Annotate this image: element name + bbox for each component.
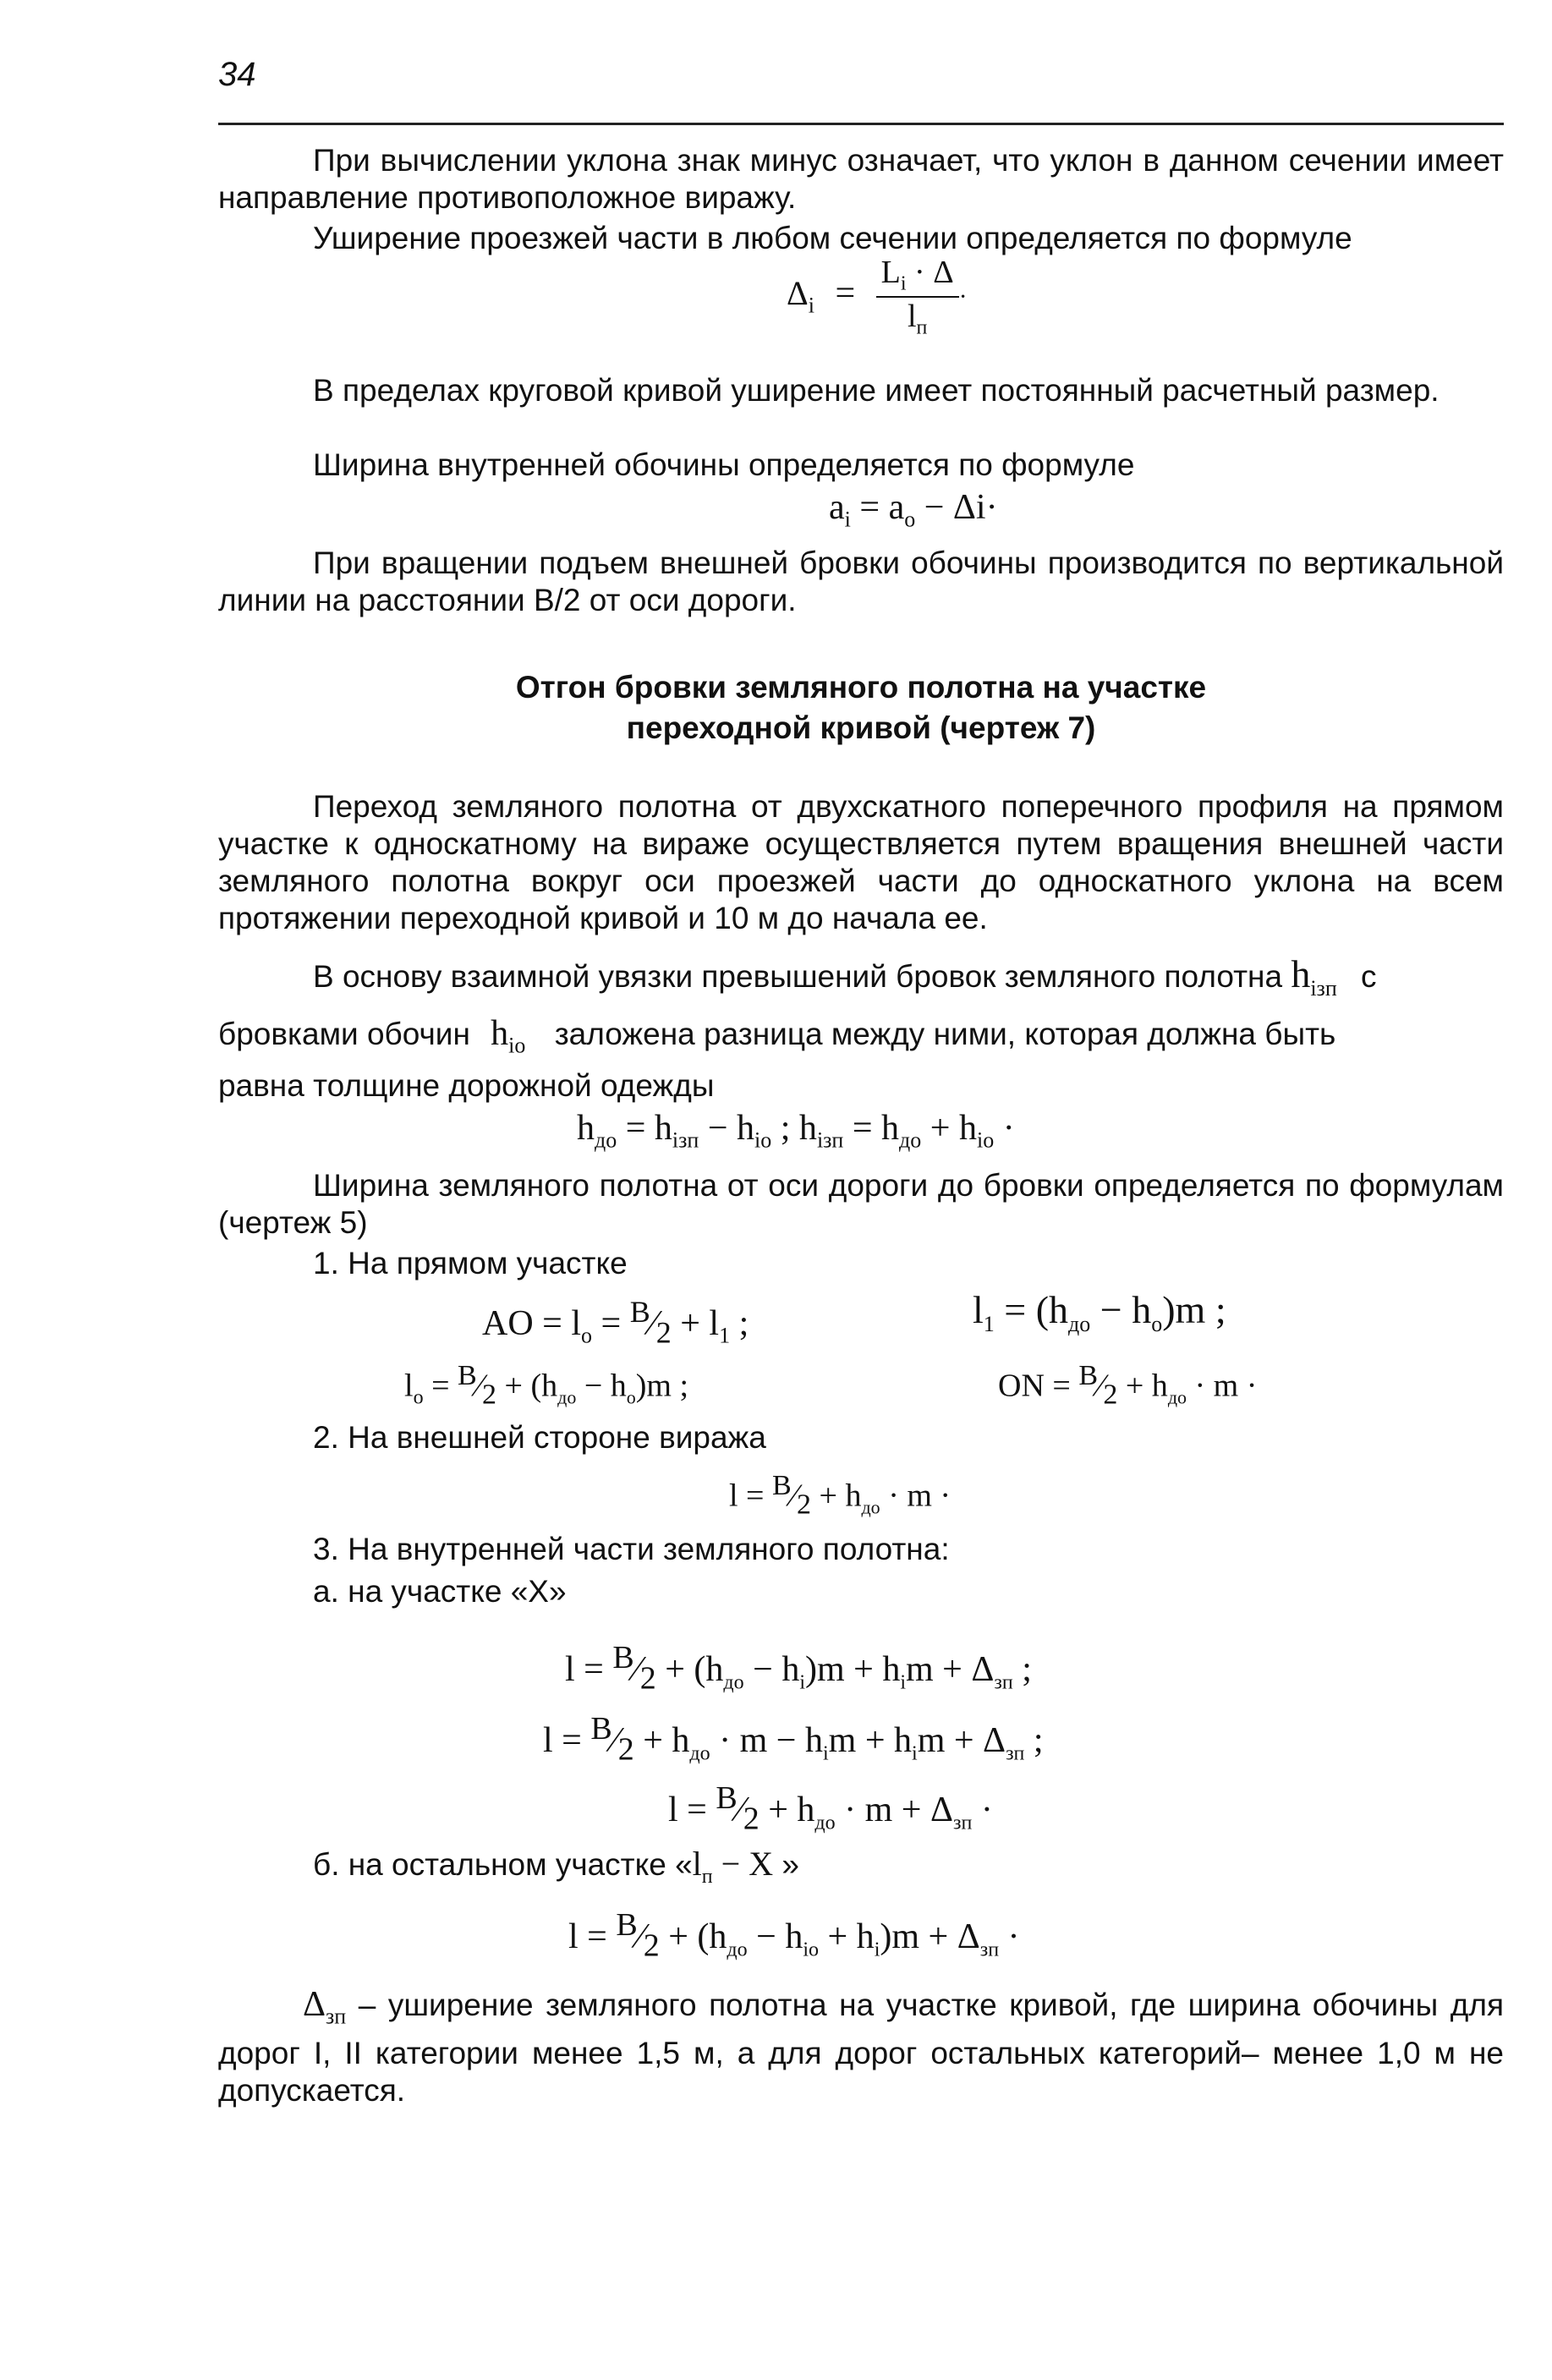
formula-inner-x-2: $l = ^B⁄_2 + h_{до} \cdot m - h_im + h_im + \Delta_{зп}$ ;: [543, 1711, 1044, 1768]
item-outer-side: 2. На внешней стороне виража: [313, 1420, 766, 1455]
item-section-x: а. на участке «Х»: [313, 1574, 567, 1609]
item-remaining-section: [313, 1845, 799, 1895]
remaining-section-label: б. на остальном участке «: [313, 1847, 693, 1882]
paragraph-circular-curve: В пределах круговой кривой уширение имеет постоянный расчетный размер.: [313, 373, 1440, 408]
basis-text-a: В основу взаимной увязки превышений бровок земляного полотна: [313, 959, 1283, 994]
item-inner-part: 3. На внутренней части земляного полотна:: [313, 1532, 950, 1566]
formula-outer: $l = ^B⁄_2 + h_{до} \cdot m$ ·: [729, 1470, 951, 1521]
item-straight-section: 1. На прямом участке: [313, 1246, 628, 1280]
basis-text-c: бровками обочин: [218, 1017, 470, 1051]
delta-zp-text: – уширение земляного полотна на участке кривой, где ширина обочины для дорог I, II категории менее 1,5 м, а для дорог остальных категорий– менее 1,0 м не допускается.: [218, 1988, 1504, 2109]
paragraph-transition: Переход земляного полотна от двухскатного поперечного профиля на прямом участке к односкатному на вираже осуществляется путем вращения внешней части земляного полотна вокруг оси проезжей части до односкатного уклона на всем протяжении переходной кривой и 10 м до начала ее.: [218, 789, 1504, 935]
paragraph-widening: Уширение проезжей части в любом сечении определяется по формуле: [313, 221, 1352, 255]
basis-text-b: с: [1361, 959, 1377, 994]
paragraph-basis-line3: равна толщине дорожной одежды: [218, 1068, 715, 1103]
formula-heights: $h_{до} = h_{iзп} - h_{io}$ ; $h_{iзп} = h_{до} + h_{io}$ ·: [577, 1109, 1015, 1153]
formula-inner-x-3: $l = ^B⁄_2 + h_{до} \cdot m + \Delta_{зп}$ ·: [668, 1780, 993, 1837]
formula-l0: $l_o$ = $^B⁄_2 + (h_{до} - h_o)m$ ;: [404, 1360, 689, 1411]
formula-AO: AO = $l_o$ = $^B⁄_2 + l_1$ ;: [482, 1295, 749, 1350]
section-heading-line2: переходной кривой (чертеж 7): [626, 710, 1096, 745]
basis-text-d: заложена разница между ними, которая должна быть: [554, 1017, 1336, 1051]
page-number: 34: [218, 56, 256, 93]
formula-inner-shoulder: $a_i = a_o - \Delta i\cdot$: [829, 488, 998, 532]
header-rule: [218, 123, 1504, 125]
paragraph-sign-note: При вычислении уклона знак минус означает, что уклон в данном сечении имеет направление противоположное виражу.: [218, 143, 1504, 215]
paragraph-basis-line1: [313, 952, 1514, 1007]
paragraph-inner-shoulder: Ширина внутренней обочины определяется по формуле: [313, 447, 1135, 482]
formula-inner-rest: $l = ^B⁄_2 + (h_{до} - h_{io} + h_i)m + \Delta_{зп}$ ·: [568, 1907, 1020, 1964]
formula-h-io: $h_{io}$: [491, 1014, 526, 1058]
paragraph-basis-line2: [218, 1015, 1504, 1064]
formula-ln-minus-x: $l_п - X$: [692, 1845, 774, 1888]
paragraph-delta-zp: [218, 1986, 1504, 2109]
formula-widening: $\Delta_i$ = $\frac{L_i \cdot \Delta}{l_п}$ ·: [787, 255, 968, 339]
remaining-section-end: »: [773, 1847, 799, 1882]
formula-ON: ON = $^B⁄_2 + h_{до} \cdot m$ ·: [998, 1360, 1258, 1411]
formula-delta-zp: $\Delta_{зп}$: [303, 1985, 347, 2029]
paragraph-subgrade-width: Ширина земляного полотна от оси дороги до бровки определяется по формулам (чертеж 5): [218, 1168, 1504, 1240]
section-heading-line1: Отгон бровки земляного полотна на участке: [515, 670, 1207, 705]
formula-inner-x-1: $l = ^B⁄_2 + (h_{до} - h_i)m + h_im + \Delta_{зп}$ ;: [565, 1640, 1032, 1697]
paragraph-rotation: При вращении подъем внешней бровки обочины производится по вертикальной линии на расстоянии В/2 от оси дороги.: [218, 546, 1504, 617]
formula-l1: $l_1 = (h_{до} - h_o)m$ ;: [973, 1288, 1226, 1337]
formula-h-izp: $h_{iзп}$: [1291, 952, 1337, 1001]
